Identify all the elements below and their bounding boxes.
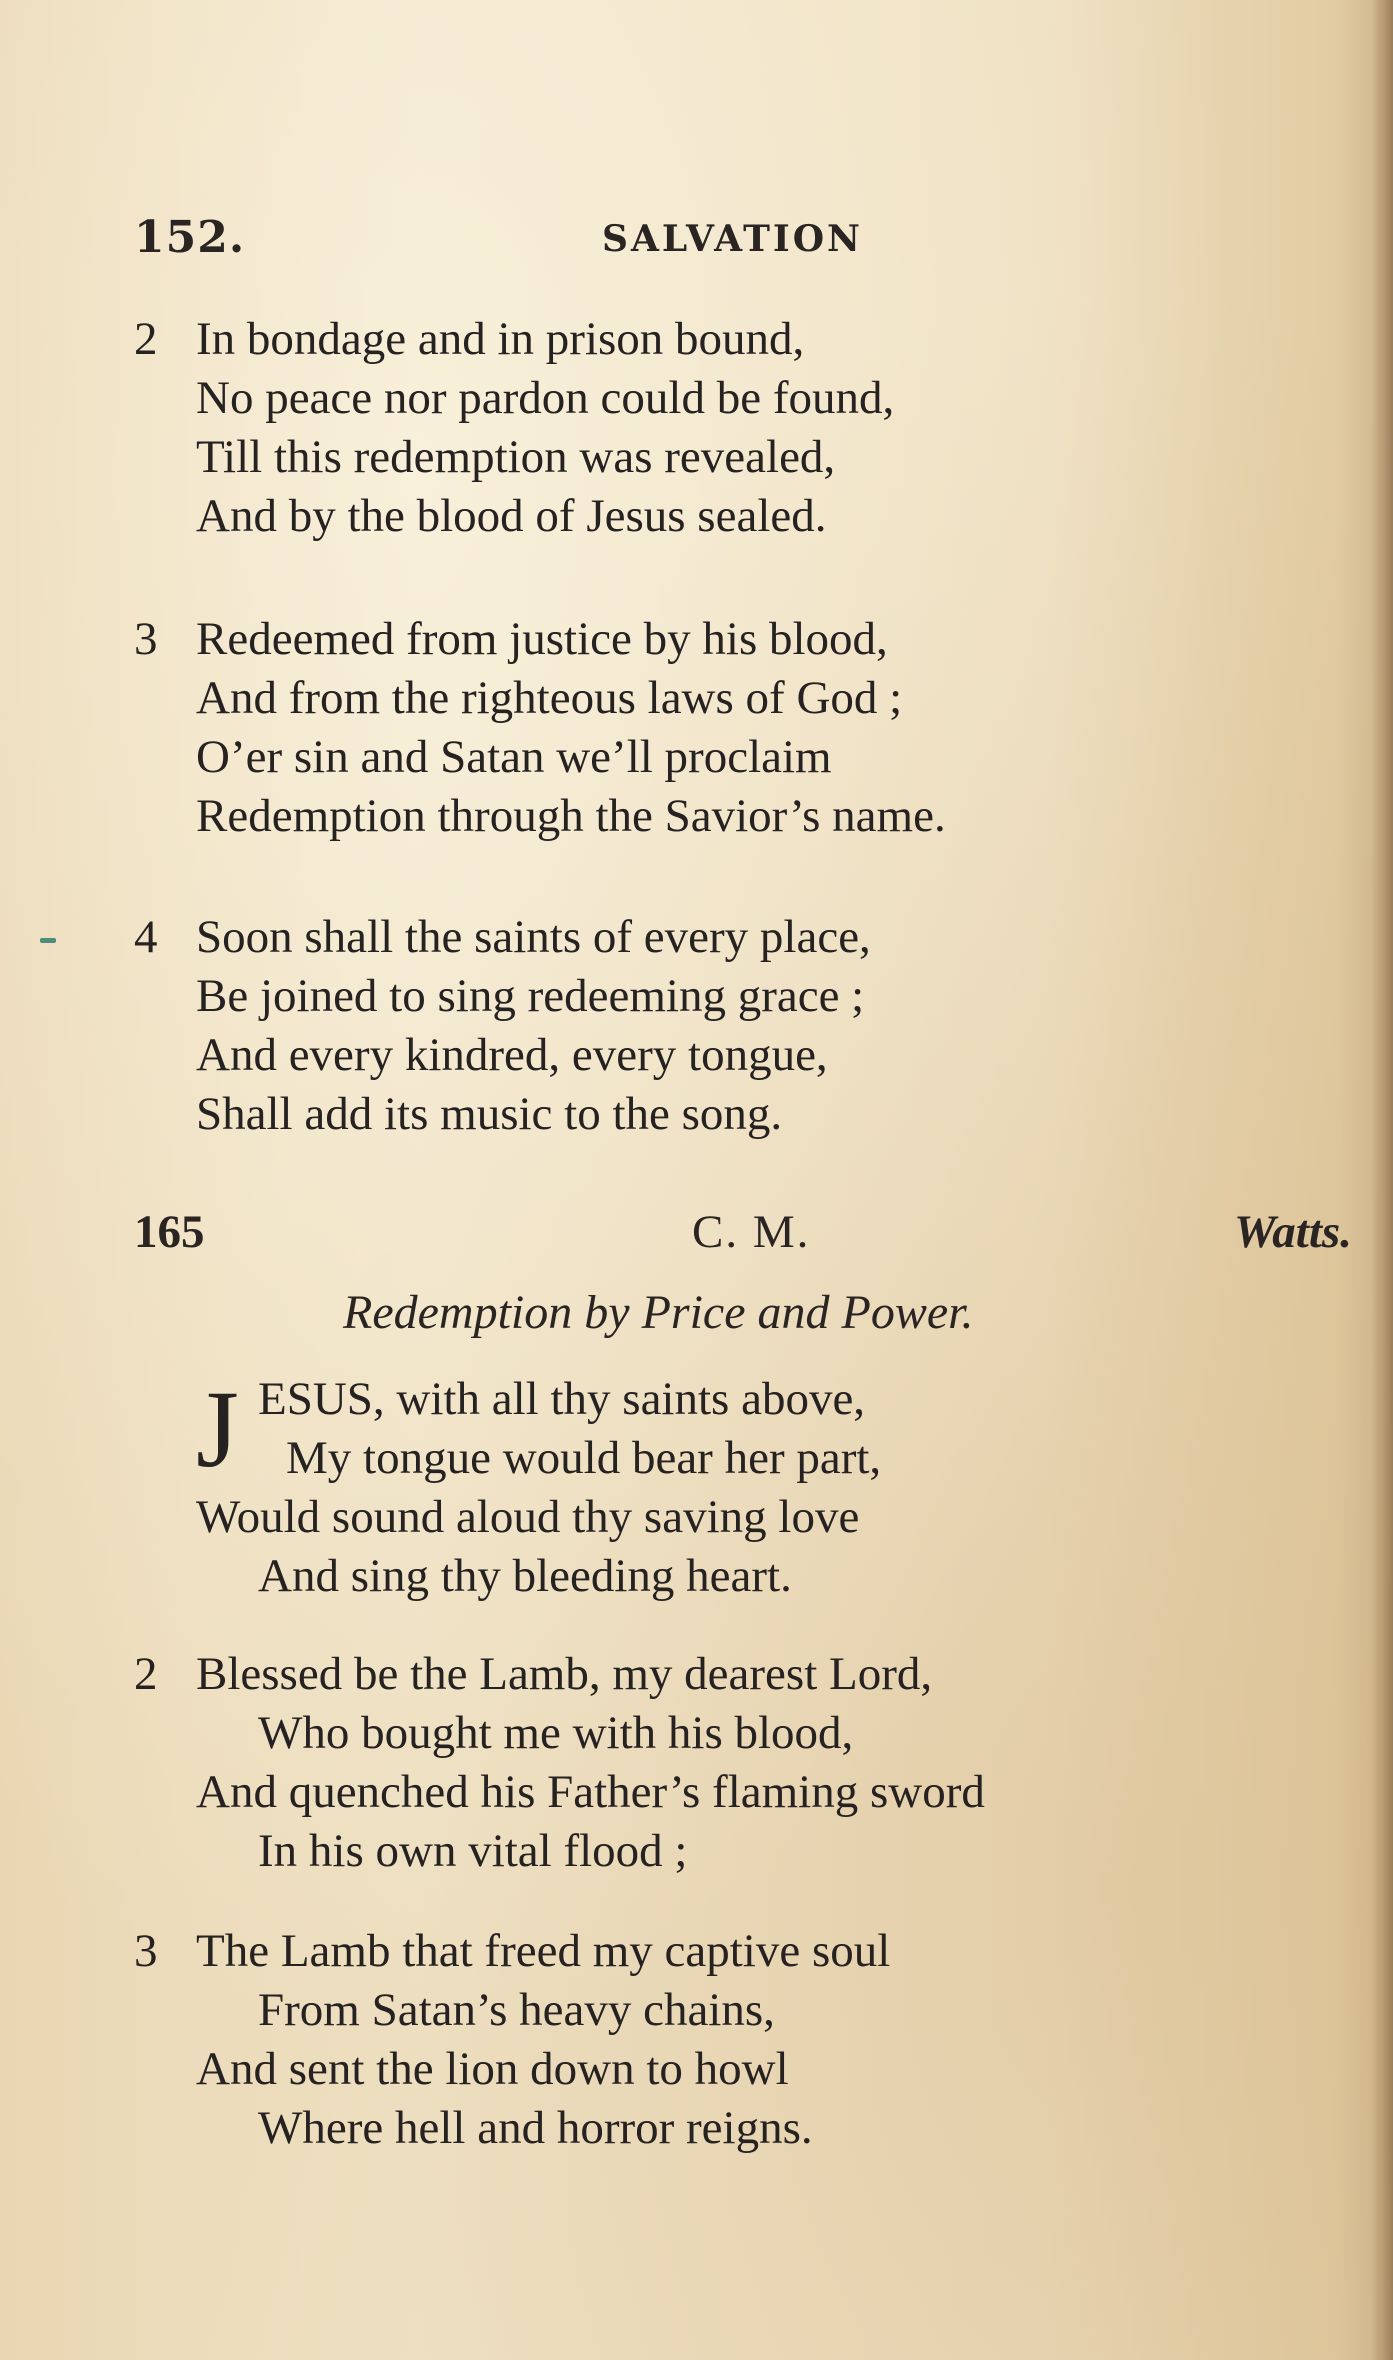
hymn-first-verse xyxy=(134,1370,881,1606)
verse-line: ESUS, with all thy saints above, xyxy=(258,1373,866,1425)
verse-line: Where hell and horror reigns. xyxy=(258,2102,813,2154)
continued-verse-2 xyxy=(134,310,894,546)
hymn-verse-2 xyxy=(134,1645,985,1881)
hymn-verse-3 xyxy=(134,1922,890,2158)
ink-mark xyxy=(40,938,56,943)
page-gutter-shadow xyxy=(1371,0,1393,2360)
hymn-header xyxy=(134,1205,1384,1265)
verse-line: Be joined to sing redeeming grace ; xyxy=(196,970,865,1022)
verse-line: In his own vital flood ; xyxy=(258,1825,688,1877)
running-title: SALVATION xyxy=(602,218,863,260)
hymn-meter: C. M. xyxy=(692,1206,811,1258)
verse-line: Blessed be the Lamb, my dearest Lord, xyxy=(196,1648,933,1700)
verse-line: And by the blood of Jesus sealed. xyxy=(196,490,827,542)
page-header xyxy=(134,212,1284,272)
verse-line: Who bought me with his blood, xyxy=(258,1707,854,1759)
verse-line: Shall add its music to the song. xyxy=(196,1088,783,1140)
verse-number: 3 xyxy=(134,1925,158,1977)
hymn-number: 165 xyxy=(134,1206,205,1258)
verse-line: And sent the lion down to howl xyxy=(196,2043,789,2095)
continued-verse-4 xyxy=(134,908,871,1144)
verse-line: And every kindred, every tongue, xyxy=(196,1029,828,1081)
verse-line: Would sound aloud thy saving love xyxy=(196,1491,860,1543)
verse-line: And from the righteous laws of God ; xyxy=(196,672,903,724)
hymn-author: Watts. xyxy=(1234,1206,1352,1258)
verse-number: 3 xyxy=(134,613,158,665)
verse-line: No peace nor pardon could be found, xyxy=(196,372,895,424)
verse-line: O’er sin and Satan we’ll proclaim xyxy=(196,731,832,783)
verse-line: Till this redemption was revealed, xyxy=(196,431,836,483)
verse-line: And sing thy bleeding heart. xyxy=(258,1550,792,1602)
verse-line: Redemption through the Savior’s name. xyxy=(196,790,946,842)
verse-line: My tongue would bear her part, xyxy=(286,1432,882,1484)
verse-line: The Lamb that freed my captive soul xyxy=(196,1925,891,1977)
verse-number: 2 xyxy=(134,1648,158,1700)
verse-line: Redeemed from justice by his blood, xyxy=(196,613,888,665)
verse-line: In bondage and in prison bound, xyxy=(196,313,805,365)
continued-verse-3 xyxy=(134,610,946,846)
verse-number: 2 xyxy=(134,313,158,365)
verse-number: 4 xyxy=(134,911,158,963)
verse-line: From Satan’s heavy chains, xyxy=(258,1984,775,2036)
verse-line: And quenched his Father’s flaming sword xyxy=(196,1766,985,1818)
drop-cap: J xyxy=(196,1368,239,1490)
page-number: 152. xyxy=(134,212,246,263)
verse-line: Soon shall the saints of every place, xyxy=(196,911,871,963)
hymn-title: Redemption by Price and Power. xyxy=(343,1286,974,1339)
